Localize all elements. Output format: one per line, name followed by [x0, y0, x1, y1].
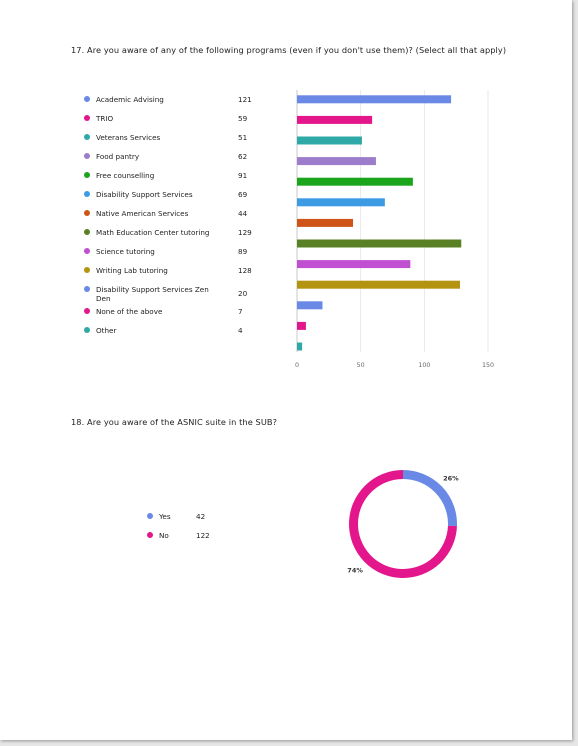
- bar: [297, 240, 461, 248]
- bar: [297, 198, 385, 206]
- legend-label: Other: [96, 326, 117, 335]
- bar: [297, 322, 306, 330]
- legend-item: [147, 510, 237, 522]
- bar: [297, 178, 413, 186]
- bar: [297, 343, 302, 351]
- legend-label: No: [159, 531, 169, 540]
- legend-label: Food pantry: [96, 152, 140, 161]
- x-tick-label: 50: [356, 362, 365, 369]
- legend-color-dot: [147, 532, 153, 538]
- pie-percent-label: 26%: [443, 474, 459, 483]
- bar: [297, 260, 410, 268]
- legend-label: None of the above: [96, 307, 163, 316]
- question-18-title: 18. Are you aware of the ASNIC suite in the SUB?: [71, 417, 278, 427]
- legend-label: Math Education Center tutoring: [96, 228, 210, 237]
- legend-count: 4: [238, 326, 243, 335]
- legend-count: 7: [238, 307, 243, 316]
- legend-count: 129: [238, 228, 252, 237]
- legend-item: [147, 529, 237, 541]
- legend-color-dot: [147, 513, 153, 519]
- legend-count: 59: [238, 114, 248, 123]
- legend-count: 91: [238, 171, 248, 180]
- legend-label: Yes: [159, 512, 171, 521]
- legend-label: TRIO: [96, 114, 114, 123]
- legend-count: 20: [238, 289, 248, 298]
- legend-label: Science tutoring: [96, 247, 155, 256]
- legend-count: 89: [238, 247, 248, 256]
- legend-count: 122: [196, 531, 210, 540]
- bar: [297, 219, 353, 227]
- legend-label: Native American Services: [96, 209, 189, 218]
- x-tick-label: 150: [481, 362, 495, 369]
- pie-percent-label: 74%: [347, 566, 363, 575]
- bar: [297, 301, 322, 309]
- legend-label: Veterans Services: [96, 133, 161, 142]
- bar: [297, 95, 451, 103]
- legend-count: 51: [238, 133, 248, 142]
- legend-label: Free counselling: [96, 171, 155, 180]
- legend-count: 128: [238, 266, 252, 275]
- legend-label: Writing Lab tutoring: [96, 266, 168, 275]
- bar: [297, 281, 460, 289]
- legend-label: Disability Support Services: [96, 190, 193, 199]
- bar: [297, 116, 372, 124]
- legend-count: 62: [238, 152, 248, 161]
- legend-label: Disability Support Services Zen Den: [96, 285, 209, 303]
- legend-count: 44: [238, 209, 248, 218]
- x-tick-label: 0: [294, 362, 300, 369]
- question-17-title: 17. Are you aware of any of the following programs (even if you don't use them)? (Select all that apply): [71, 45, 507, 55]
- legend-count: 69: [238, 190, 248, 199]
- x-tick-label: 100: [418, 362, 431, 369]
- legend-count: 42: [196, 512, 206, 521]
- bar: [297, 137, 362, 145]
- legend-label: Academic Advising: [96, 95, 164, 104]
- legend-count: 121: [238, 95, 252, 104]
- bar: [297, 157, 376, 165]
